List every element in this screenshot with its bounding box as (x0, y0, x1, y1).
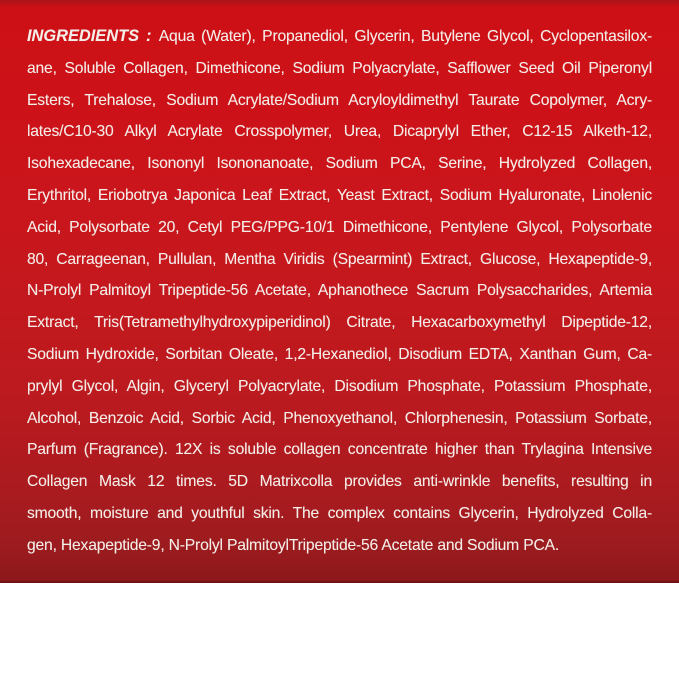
ingredients-label: INGREDIENTS : (27, 27, 152, 45)
ingredients-line: Erythritol, Eriobotrya Japonica Leaf Extract, Yeast Extract, Sodium Hyaluronate, Linolenic (27, 186, 652, 204)
ingredients-line: Esters, Trehalose, Sodium Acrylate/Sodium Acryloyldimethyl Taurate Copolymer, Acry- (27, 91, 652, 109)
ingredients-text-block (27, 21, 652, 562)
bottom-white-strip (0, 583, 679, 679)
ingredients-line: 80, Carrageenan, Pullulan, Mentha Viridis (Spearmint) Extract, Glucose, Hexapeptide-9, (27, 250, 652, 268)
ingredients-line: ane, Soluble Collagen, Dimethicone, Sodium Polyacrylate, Safflower Seed Oil Piperonyl (27, 59, 652, 77)
ingredients-line: lates/C10-30 Alkyl Acrylate Crosspolymer, Urea, Dicaprylyl Ether, C12-15 Alketh-12, (27, 123, 652, 141)
ingredients-line: Acid, Polysorbate 20, Cetyl PEG/PPG-10/1 Dimethicone, Pentylene Glycol, Polysorbate (27, 218, 652, 236)
ingredients-line: Sodium Hydroxide, Sorbitan Oleate, 1,2-Hexanediol, Disodium EDTA, Xanthan Gum, Ca- (27, 345, 652, 363)
ingredients-line (27, 21, 652, 53)
ingredients-line: Alcohol, Benzoic Acid, Sorbic Acid, Phenoxyethanol, Chlorphenesin, Potassium Sorbate, (27, 409, 652, 427)
ingredients-line: Isohexadecane, Isononyl Isononanoate, Sodium PCA, Serine, Hydrolyzed Collagen, (27, 155, 652, 173)
ingredients-line: gen, Hexapeptide-9, N-Prolyl PalmitoylTripeptide-56 Acetate and Sodium PCA. (27, 536, 560, 554)
ingredients-line: smooth, moisture and youthful skin. The complex contains Glycerin, Hydrolyzed Colla- (27, 504, 652, 522)
ingredients-line: Collagen Mask 12 times. 5D Matrixcolla provides anti-wrinkle benefits, resulting in (27, 473, 652, 491)
ingredients-line-text: Aqua (Water), Propanediol, Glycerin, Butylene Glycol, Cyclopentasilox- (158, 28, 653, 45)
ingredients-line: prylyl Glycol, Algin, Glyceryl Polyacrylate, Disodium Phosphate, Potassium Phosphate, (27, 377, 652, 395)
ingredients-line: Extract, Tris(Tetramethylhydroxypiperidinol) Citrate, Hexacarboxymethyl Dipeptide-12, (27, 314, 652, 332)
ingredients-line: Parfum (Fragrance). 12X is soluble collagen concentrate higher than Trylagina Intensive (27, 441, 652, 459)
ingredients-line: N-Prolyl Palmitoyl Tripeptide-56 Acetate, Aphanothece Sacrum Polysaccharides, Artemia (27, 282, 652, 300)
